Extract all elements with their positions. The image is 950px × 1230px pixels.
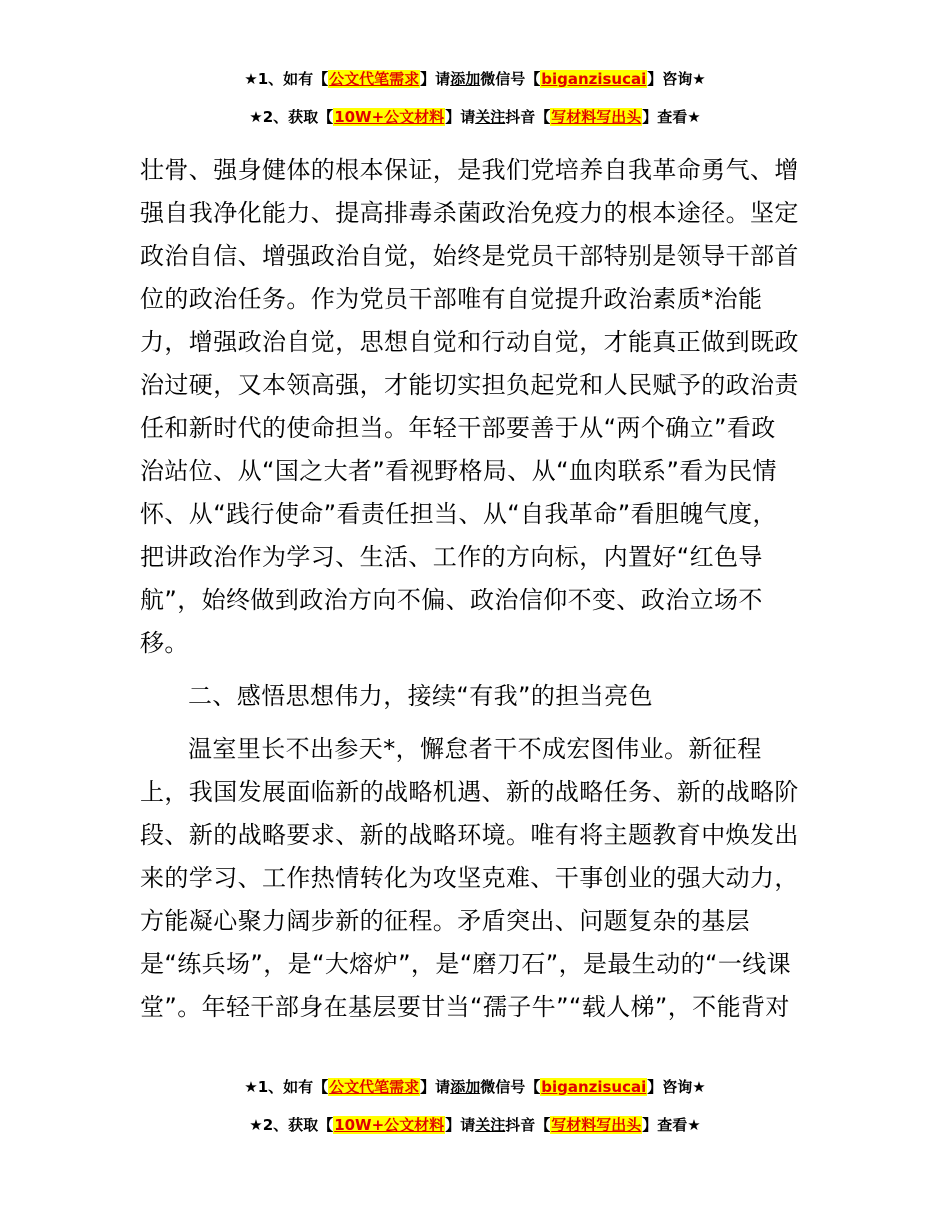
body-line: 移。	[140, 629, 189, 657]
header-line1-highlight-service: 公文代笔需求	[329, 70, 420, 88]
header-line2-highlight-materials: 10W+公文材料	[334, 108, 445, 126]
footer-line2-suffix: 】查看★	[642, 1116, 701, 1134]
footer-line2-highlight-materials: 10W+公文材料	[334, 1116, 445, 1134]
body-line: 强自我净化能力、提高排毒杀菌政治免疫力的根本途径。坚定	[140, 199, 799, 227]
header-line1-mid2: 微信号【	[480, 70, 541, 88]
header-line1-prefix: ★1、如有【	[244, 70, 329, 88]
footer-line1-highlight-service: 公文代笔需求	[329, 1078, 420, 1096]
body-line: 段、新的战略要求、新的战略环境。唯有将主题教育中焕发出	[140, 821, 799, 849]
header-ad-line-1	[0, 68, 950, 90]
section-heading: 二、感悟思想伟力，接续“有我”的担当亮色	[188, 682, 653, 710]
body-line: 是“练兵场”，是“大熔炉”，是“磨刀石”，是最生动的“一线课	[140, 950, 792, 978]
body-line: 航”，始终做到政治方向不偏、政治信仰不变、政治立场不	[140, 586, 763, 614]
body-line: 怀、从“践行使命”看责任担当、从“自我革命”看胆魄气度，	[140, 500, 777, 528]
body-line-indented: 温室里长不出参天*，懈怠者干不成宏图伟业。新征程	[188, 735, 762, 763]
body-line: 力，增强政治自觉，思想自觉和行动自觉，才能真正做到既政	[140, 328, 799, 356]
header-line1-highlight-wechat: biganzisucai	[541, 70, 647, 88]
footer-line1-suffix: 】咨询★	[647, 1078, 706, 1096]
footer-line2-mid1: 】请	[445, 1116, 476, 1134]
footer-line2-prefix: ★2、获取【	[249, 1116, 334, 1134]
body-line: 壮骨、强身健体的根本保证，是我们党培养自我革命勇气、增	[140, 156, 799, 184]
footer-ad-line-1	[0, 1076, 950, 1098]
footer-line1-mid1: 】请	[420, 1078, 451, 1096]
footer-line2-underline-follow: 关注	[475, 1116, 506, 1134]
body-line: 政治自信、增强政治自觉，始终是党员干部特别是领导干部首	[140, 242, 799, 270]
footer-line1-highlight-wechat: biganzisucai	[541, 1078, 647, 1096]
body-line: 堂”。年轻干部身在基层要甘当“孺子牛”“载人梯”，不能背对	[140, 993, 790, 1021]
header-line2-mid1: 】请	[445, 108, 476, 126]
body-line: 治过硬，又本领高强，才能切实担负起党和人民赋予的政治责	[140, 371, 799, 399]
body-line: 方能凝心聚力阔步新的征程。矛盾突出、问题复杂的基层	[140, 907, 750, 935]
header-line1-suffix: 】咨询★	[647, 70, 706, 88]
header-line2-suffix: 】查看★	[642, 108, 701, 126]
body-line: 位的政治任务。作为党员干部唯有自觉提升政治素质*治能	[140, 285, 763, 313]
header-line2-prefix: ★2、获取【	[249, 108, 334, 126]
body-line: 治站位、从“国之大者”看视野格局、从“血肉联系”看为民情	[140, 457, 777, 485]
footer-line1-mid2: 微信号【	[480, 1078, 541, 1096]
header-line2-highlight-douyin: 写材料写出头	[551, 108, 642, 126]
body-line: 任和新时代的使命担当。年轻干部要善于从“两个确立”看政	[140, 414, 776, 442]
footer-line1-underline-add: 添加	[450, 1078, 481, 1096]
body-line: 来的学习、工作热情转化为攻坚克难、干事创业的强大动力，	[140, 864, 799, 892]
header-line1-underline-add: 添加	[450, 70, 481, 88]
header-line1-mid1: 】请	[420, 70, 451, 88]
header-ad-line-2	[0, 106, 950, 128]
footer-line2-highlight-douyin: 写材料写出头	[551, 1116, 642, 1134]
footer-ad-line-2	[0, 1114, 950, 1136]
header-line2-mid2: 抖音【	[505, 108, 551, 126]
footer-line1-prefix: ★1、如有【	[244, 1078, 329, 1096]
body-line: 把讲政治作为学习、生活、工作的方向标，内置好“红色导	[140, 543, 763, 571]
body-line: 上，我国发展面临新的战略机遇、新的战略任务、新的战略阶	[140, 778, 799, 806]
header-line2-underline-follow: 关注	[475, 108, 506, 126]
footer-line2-mid2: 抖音【	[505, 1116, 551, 1134]
